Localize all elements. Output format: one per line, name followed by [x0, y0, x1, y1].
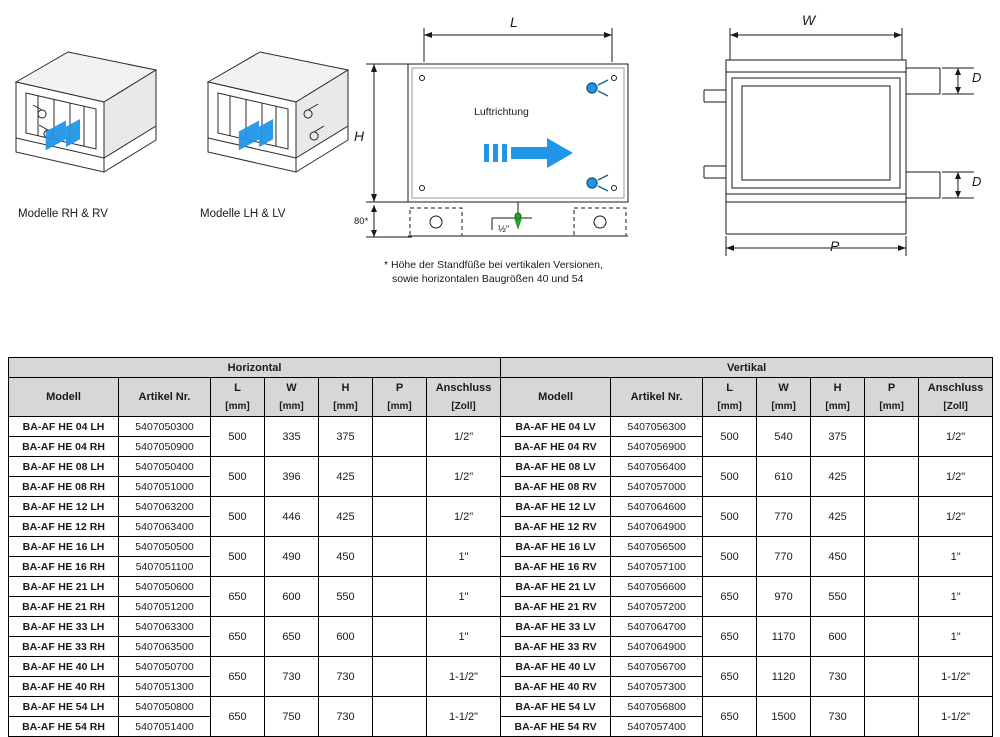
table-row	[9, 617, 993, 637]
table-row	[9, 657, 993, 677]
cell-l-vertical: 500	[703, 537, 757, 577]
cell-p-horizontal	[373, 497, 427, 537]
cell-model-horizontal: BA-AF HE 04 LH	[9, 417, 119, 437]
cell-model-horizontal: BA-AF HE 08 LH	[9, 457, 119, 477]
cell-model-vertical: BA-AF HE 40 LV	[501, 657, 611, 677]
cell-h-horizontal: 450	[319, 537, 373, 577]
drain-connection-label: ½"	[498, 224, 510, 235]
cell-model-horizontal: BA-AF HE 54 RH	[9, 717, 119, 737]
cell-h-vertical: 550	[811, 577, 865, 617]
cell-w-horizontal: 490	[265, 537, 319, 577]
cell-connection-horizontal: 1/2"	[427, 457, 501, 497]
cell-connection-horizontal: 1-1/2"	[427, 697, 501, 737]
cell-article-horizontal: 5407050600	[119, 577, 211, 597]
cell-model-vertical: BA-AF HE 21 RV	[501, 597, 611, 617]
table-row	[9, 457, 993, 477]
unit-header-p-horizontal: [mm]	[373, 397, 427, 417]
cell-h-horizontal: 375	[319, 417, 373, 457]
cell-connection-horizontal: 1"	[427, 577, 501, 617]
cell-model-horizontal: BA-AF HE 16 LH	[9, 537, 119, 557]
cell-article-horizontal: 5407051100	[119, 557, 211, 577]
cell-model-vertical: BA-AF HE 21 LV	[501, 577, 611, 597]
footnote-line-1: * Höhe der Standfüße bei vertikalen Versionen,	[384, 259, 603, 271]
cell-model-horizontal: BA-AF HE 21 RH	[9, 597, 119, 617]
airflow-direction-label: Luftrichtung	[474, 106, 529, 118]
cell-model-horizontal: BA-AF HE 04 RH	[9, 437, 119, 457]
cell-model-vertical: BA-AF HE 40 RV	[501, 677, 611, 697]
cell-w-vertical: 1170	[757, 617, 811, 657]
front-view-length-label: L	[510, 14, 518, 30]
cell-article-horizontal: 5407051400	[119, 717, 211, 737]
isometric-rh-rv-svg	[8, 40, 188, 220]
isometric-rh-rv-caption: Modelle RH & RV	[18, 208, 108, 220]
cell-connection-vertical: 1/2"	[919, 417, 993, 457]
cell-model-horizontal: BA-AF HE 40 RH	[9, 677, 119, 697]
specification-table-wrapper	[8, 357, 992, 737]
cell-model-horizontal: BA-AF HE 54 LH	[9, 697, 119, 717]
cell-w-vertical: 1500	[757, 697, 811, 737]
cell-model-vertical: BA-AF HE 33 RV	[501, 637, 611, 657]
cell-article-horizontal: 5407051000	[119, 477, 211, 497]
cell-h-vertical: 730	[811, 697, 865, 737]
table-column-header-row	[9, 378, 993, 398]
cell-model-vertical: BA-AF HE 04 RV	[501, 437, 611, 457]
col-header-l-vertical: L	[703, 378, 757, 398]
cell-h-horizontal: 730	[319, 657, 373, 697]
cell-model-vertical: BA-AF HE 08 LV	[501, 457, 611, 477]
col-header-h-vertical: H	[811, 378, 865, 398]
footnote-line-2: sowie horizontalen Baugrößen 40 und 54	[392, 273, 584, 286]
cell-p-horizontal	[373, 537, 427, 577]
cell-model-horizontal: BA-AF HE 12 RH	[9, 517, 119, 537]
col-header-connection-horizontal: Anschluss	[427, 378, 501, 398]
cell-l-horizontal: 650	[211, 697, 265, 737]
cell-w-horizontal: 600	[265, 577, 319, 617]
cell-model-vertical: BA-AF HE 16 RV	[501, 557, 611, 577]
cell-model-horizontal: BA-AF HE 08 RH	[9, 477, 119, 497]
cell-w-vertical: 770	[757, 497, 811, 537]
cell-p-vertical	[865, 697, 919, 737]
cell-connection-vertical: 1/2"	[919, 457, 993, 497]
table-row	[9, 697, 993, 717]
cell-p-horizontal	[373, 697, 427, 737]
cell-l-vertical: 500	[703, 457, 757, 497]
cell-article-vertical: 5407057400	[611, 717, 703, 737]
cell-l-horizontal: 500	[211, 457, 265, 497]
col-header-h-horizontal: H	[319, 378, 373, 398]
front-view-height-label: H	[354, 128, 365, 144]
cell-p-vertical	[865, 417, 919, 457]
cell-model-vertical: BA-AF HE 33 LV	[501, 617, 611, 637]
cell-l-vertical: 500	[703, 417, 757, 457]
cell-p-vertical	[865, 577, 919, 617]
cell-article-horizontal: 5407063200	[119, 497, 211, 517]
cell-l-horizontal: 650	[211, 617, 265, 657]
unit-header-p-vertical: [mm]	[865, 397, 919, 417]
group-header-vertical: Vertikal	[501, 358, 993, 378]
cell-article-vertical: 5407056700	[611, 657, 703, 677]
cell-p-vertical	[865, 457, 919, 497]
cell-model-horizontal: BA-AF HE 12 LH	[9, 497, 119, 517]
cell-article-vertical: 5407056400	[611, 457, 703, 477]
cell-connection-vertical: 1"	[919, 537, 993, 577]
cell-p-vertical	[865, 537, 919, 577]
cell-h-vertical: 425	[811, 457, 865, 497]
cell-h-horizontal: 425	[319, 497, 373, 537]
cell-l-vertical: 650	[703, 657, 757, 697]
cell-article-vertical: 5407064600	[611, 497, 703, 517]
cell-article-horizontal: 5407063400	[119, 517, 211, 537]
specification-table	[8, 357, 993, 737]
cell-p-horizontal	[373, 577, 427, 617]
cell-p-horizontal	[373, 617, 427, 657]
cell-l-vertical: 650	[703, 577, 757, 617]
cell-article-horizontal: 5407050900	[119, 437, 211, 457]
cell-w-horizontal: 650	[265, 617, 319, 657]
diagram-area	[0, 0, 1000, 345]
cell-w-horizontal: 730	[265, 657, 319, 697]
col-header-model-vertical: Modell	[501, 378, 611, 417]
table-body	[9, 417, 993, 737]
cell-w-vertical: 770	[757, 537, 811, 577]
cell-p-horizontal	[373, 457, 427, 497]
front-view-drawing	[352, 2, 682, 267]
cell-h-vertical: 450	[811, 537, 865, 577]
cell-l-horizontal: 500	[211, 537, 265, 577]
cell-article-vertical: 5407057000	[611, 477, 703, 497]
unit-header-h-horizontal: [mm]	[319, 397, 373, 417]
cell-connection-horizontal: 1/2"	[427, 417, 501, 457]
cell-p-vertical	[865, 617, 919, 657]
col-header-w-vertical: W	[757, 378, 811, 398]
side-view-depth-bottom-label: D	[972, 174, 982, 189]
col-header-model-horizontal: Modell	[9, 378, 119, 417]
cell-h-vertical: 730	[811, 657, 865, 697]
cell-model-vertical: BA-AF HE 16 LV	[501, 537, 611, 557]
cell-h-vertical: 375	[811, 417, 865, 457]
cell-p-vertical	[865, 497, 919, 537]
cell-article-horizontal: 5407050500	[119, 537, 211, 557]
cell-h-vertical: 425	[811, 497, 865, 537]
unit-header-h-vertical: [mm]	[811, 397, 865, 417]
cell-article-horizontal: 5407051300	[119, 677, 211, 697]
unit-header-connection-vertical: [Zoll]	[919, 397, 993, 417]
col-header-article-vertical: Artikel Nr.	[611, 378, 703, 417]
col-header-article-horizontal: Artikel Nr.	[119, 378, 211, 417]
table-row	[9, 537, 993, 557]
unit-header-l-horizontal: [mm]	[211, 397, 265, 417]
col-header-connection-vertical: Anschluss	[919, 378, 993, 398]
table-group-header-row	[9, 358, 993, 378]
side-view-width-label: W	[802, 12, 816, 28]
cell-model-horizontal: BA-AF HE 40 LH	[9, 657, 119, 677]
cell-article-vertical: 5407057300	[611, 677, 703, 697]
cell-article-vertical: 5407064700	[611, 617, 703, 637]
cell-l-horizontal: 500	[211, 417, 265, 457]
cell-model-horizontal: BA-AF HE 33 RH	[9, 637, 119, 657]
cell-p-vertical	[865, 657, 919, 697]
cell-article-horizontal: 5407050400	[119, 457, 211, 477]
side-view-depth-top-label: D	[972, 70, 982, 85]
col-header-p-horizontal: P	[373, 378, 427, 398]
cell-article-horizontal: 5407050800	[119, 697, 211, 717]
cell-w-horizontal: 396	[265, 457, 319, 497]
cell-model-horizontal: BA-AF HE 33 LH	[9, 617, 119, 637]
cell-p-horizontal	[373, 417, 427, 457]
col-header-w-horizontal: W	[265, 378, 319, 398]
cell-article-vertical: 5407064900	[611, 637, 703, 657]
side-view-drawing	[690, 2, 990, 277]
cell-model-vertical: BA-AF HE 12 LV	[501, 497, 611, 517]
cell-l-horizontal: 650	[211, 577, 265, 617]
cell-article-horizontal: 5407063300	[119, 617, 211, 637]
cell-h-horizontal: 730	[319, 697, 373, 737]
cell-connection-vertical: 1-1/2"	[919, 657, 993, 697]
unit-header-l-vertical: [mm]	[703, 397, 757, 417]
cell-article-vertical: 5407064900	[611, 517, 703, 537]
cell-connection-vertical: 1-1/2"	[919, 697, 993, 737]
cell-connection-vertical: 1"	[919, 617, 993, 657]
cell-l-horizontal: 650	[211, 657, 265, 697]
isometric-view-rh-rv	[8, 40, 188, 220]
cell-h-horizontal: 600	[319, 617, 373, 657]
isometric-lh-lv-caption: Modelle LH & LV	[200, 208, 286, 220]
cell-p-horizontal	[373, 657, 427, 697]
col-header-p-vertical: P	[865, 378, 919, 398]
cell-article-vertical: 5407056500	[611, 537, 703, 557]
cell-connection-vertical: 1/2"	[919, 497, 993, 537]
cell-article-vertical: 5407056300	[611, 417, 703, 437]
cell-connection-vertical: 1"	[919, 577, 993, 617]
cell-l-vertical: 500	[703, 497, 757, 537]
cell-h-horizontal: 550	[319, 577, 373, 617]
cell-article-horizontal: 5407050300	[119, 417, 211, 437]
cell-h-horizontal: 425	[319, 457, 373, 497]
cell-connection-horizontal: 1"	[427, 617, 501, 657]
cell-model-vertical: BA-AF HE 08 RV	[501, 477, 611, 497]
cell-l-vertical: 650	[703, 697, 757, 737]
cell-connection-horizontal: 1"	[427, 537, 501, 577]
cell-article-horizontal: 5407063500	[119, 637, 211, 657]
side-view-p-label: P	[830, 238, 840, 254]
cell-model-vertical: BA-AF HE 04 LV	[501, 417, 611, 437]
cell-w-vertical: 1120	[757, 657, 811, 697]
table-row	[9, 497, 993, 517]
cell-article-vertical: 5407057200	[611, 597, 703, 617]
group-header-horizontal: Horizontal	[9, 358, 501, 378]
cell-article-vertical: 5407057100	[611, 557, 703, 577]
cell-l-horizontal: 500	[211, 497, 265, 537]
cell-article-vertical: 5407056900	[611, 437, 703, 457]
cell-model-vertical: BA-AF HE 12 RV	[501, 517, 611, 537]
cell-article-horizontal: 5407050700	[119, 657, 211, 677]
col-header-l-horizontal: L	[211, 378, 265, 398]
cell-model-horizontal: BA-AF HE 16 RH	[9, 557, 119, 577]
cell-article-horizontal: 5407051200	[119, 597, 211, 617]
cell-article-vertical: 5407056800	[611, 697, 703, 717]
cell-w-vertical: 970	[757, 577, 811, 617]
diagram-footnote	[384, 258, 704, 286]
unit-header-w-vertical: [mm]	[757, 397, 811, 417]
cell-model-vertical: BA-AF HE 54 LV	[501, 697, 611, 717]
table-row	[9, 417, 993, 437]
cell-l-vertical: 650	[703, 617, 757, 657]
table-row	[9, 577, 993, 597]
cell-w-vertical: 610	[757, 457, 811, 497]
cell-connection-horizontal: 1/2"	[427, 497, 501, 537]
front-view-feet-height-label: 80*	[354, 216, 369, 227]
cell-w-horizontal: 446	[265, 497, 319, 537]
cell-w-horizontal: 335	[265, 417, 319, 457]
cell-article-vertical: 5407056600	[611, 577, 703, 597]
cell-w-vertical: 540	[757, 417, 811, 457]
cell-h-vertical: 600	[811, 617, 865, 657]
cell-model-vertical: BA-AF HE 54 RV	[501, 717, 611, 737]
unit-header-connection-horizontal: [Zoll]	[427, 397, 501, 417]
unit-header-w-horizontal: [mm]	[265, 397, 319, 417]
cell-connection-horizontal: 1-1/2"	[427, 657, 501, 697]
cell-w-horizontal: 750	[265, 697, 319, 737]
front-view-svg	[352, 2, 682, 262]
side-view-svg	[690, 2, 990, 272]
cell-model-horizontal: BA-AF HE 21 LH	[9, 577, 119, 597]
